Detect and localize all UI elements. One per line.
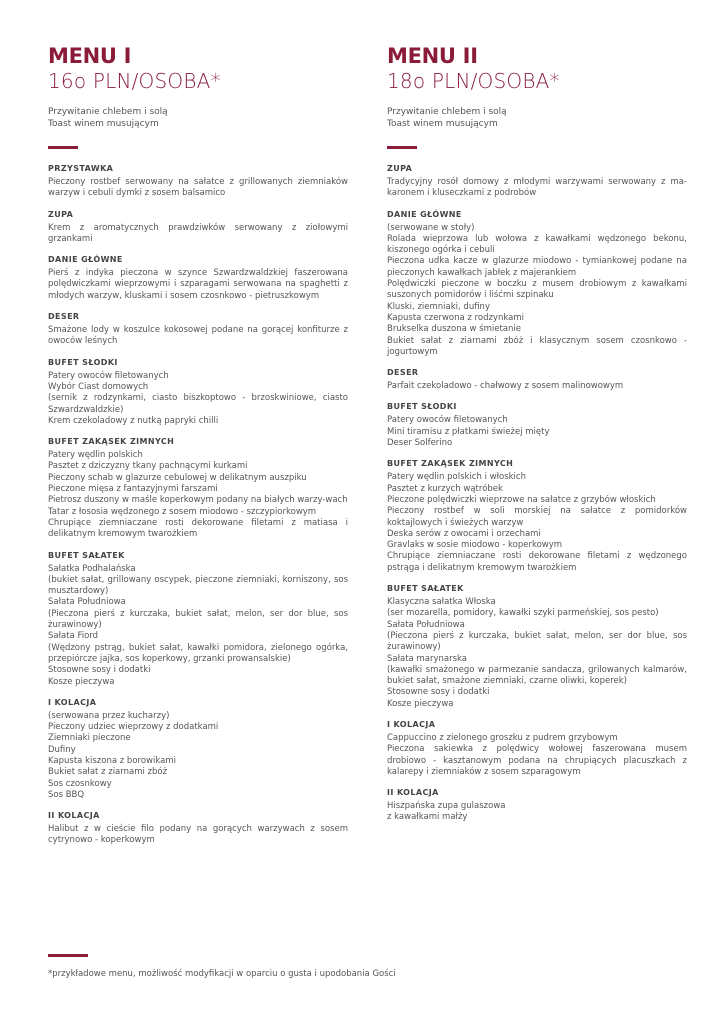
menu-item: Pieczona udka kacze w glazurze miodowo - tymiankowej podane na pieczonych kawałkach jabłek z majerankiem: [387, 256, 687, 278]
intro-line: Przywitanie chlebem i solą: [48, 107, 168, 117]
menu-section: [387, 458, 687, 574]
menu-item: Deska serów z owocami i orzechami: [387, 528, 541, 539]
menu-section: [48, 436, 348, 540]
menu-item: Patery wędlin polskich i włoskich: [387, 472, 526, 483]
menu-item: Kapusta kiszona z borowikami: [48, 755, 176, 766]
section-body: [48, 177, 348, 200]
menu-item: Krem z aromatycznych prawdziwków serwowany z ziołowymi grzankami: [48, 222, 348, 244]
menu-item: Kapusta czerwona z rodzynkami: [387, 312, 524, 323]
section-title: PRZYSTAWKA: [48, 164, 114, 173]
menu-item: (kawałki smażonego w parmezanie sandacza, grilowanych kalmarów, bukiet sałat, smażone ziemniaki, czarne oliwki, koperek): [387, 664, 687, 687]
menu-item: Tatar z łososia wędzonego z sosem miodowo - szczypiorkowym: [48, 506, 317, 517]
menu-item: Pieczone polędwiczki wieprzowe na sałatce z grzybów włoskich: [387, 494, 656, 505]
menu-item: Krem czekoladowy z nutką papryki chilli: [48, 415, 219, 426]
menu-item: Pasztet z dziczyzny tkany pachnącymi kurkami: [48, 461, 248, 472]
menu-item: Kluski, ziemniaki, dufiny: [387, 301, 490, 312]
menu-item: Cappuccino z zielonego groszku z pudrem grzybowym: [387, 732, 618, 743]
menu-item: Pieczony udziec wieprzowy z dodatkami: [48, 722, 219, 733]
section-title: II KOLACJA: [387, 788, 439, 798]
section-body: [387, 381, 687, 392]
section-body: [387, 223, 687, 359]
section-title: BUFET SŁODKI: [387, 402, 457, 412]
menu-section: [387, 719, 687, 778]
menu-section: [48, 209, 348, 246]
footer-divider: [48, 954, 88, 957]
menu-intro: [48, 106, 348, 130]
menu-item: Patery owoców filetowanych: [387, 415, 508, 426]
section-body: [48, 564, 348, 688]
section-title: BUFET SAŁATEK: [48, 550, 125, 560]
intro-line: Toast winem musującym: [387, 119, 498, 129]
menu-item: Ziemniaki pieczone: [48, 733, 131, 744]
menu-item: Kosze pieczywa: [48, 676, 115, 687]
menu-item: Stosowne sosy i dodatki: [387, 687, 490, 698]
section-title: DANIE GŁÓWNE: [48, 255, 123, 265]
menu-item: Tradycyjny rosół domowy z młodymi warzywami serwowany z ma-karonem i kluseczkami z podrobów: [387, 177, 687, 199]
section-body: [48, 268, 348, 302]
menu-item: Sałata Fiord: [48, 631, 99, 642]
menu-item: (Pieczona pierś z kurczaka, bukiet sałat, melon, ser dor blue, sos żurawinowy): [387, 630, 687, 653]
menu-item: Patery wędlin polskich: [48, 450, 143, 461]
menu-intro: [387, 106, 687, 130]
menu-item: Sałata Południowa: [48, 597, 126, 608]
section-title: ZUPA: [387, 164, 413, 173]
section-title: I KOLACJA: [387, 719, 436, 729]
menu-section: [387, 787, 687, 824]
menu-item: Sałatka Podhalańska: [48, 563, 136, 574]
menu-column-1: [48, 44, 348, 856]
section-divider: [387, 146, 417, 149]
section-title: DANIE GŁÓWNE: [387, 209, 462, 219]
section-title: I KOLACJA: [48, 697, 97, 707]
menu-item: Sos BBQ: [48, 789, 85, 800]
menu-item: Patery owoców filetowanych: [48, 370, 169, 381]
menu-item: Sos czosnkowy: [48, 778, 112, 789]
section-title: ZUPA: [48, 209, 74, 219]
menu-item: Klasyczna sałatka Włoska: [387, 597, 496, 608]
section-title: BUFET ZAKĄSEK ZIMNYCH: [48, 437, 175, 447]
menu-section: [48, 163, 348, 200]
section-body: [387, 472, 687, 574]
menu-item: (Pieczona pierś z kurczaka, bukiet sałat, melon, ser dor blue, sos żurawinowy): [48, 608, 348, 631]
menu-item: Pieczone mięsa z fantazyjnymi farszami: [48, 484, 218, 495]
menu-item: Pieczony rostbef serwowany na sałatce z grillowanych ziemniaków warzyw i cebuli dymki z sosem balsamico: [48, 177, 348, 199]
menu-item: Sałata Południowa: [387, 619, 465, 630]
section-body: [48, 824, 348, 847]
menu-item: (Wędzony pstrąg, bukiet sałat, kawałki pomidora, zielonego ogórka, przepiórcze jajka, sos koperkowy, grzanki prowansalskie): [48, 642, 348, 664]
menu-section: [387, 209, 687, 359]
section-body: [48, 371, 348, 427]
menu-item: (serwowana przez kucharzy): [48, 710, 170, 721]
menu-section: [48, 810, 348, 847]
menu-item: Gravlaks w sosie miodowo - koperkowym: [387, 540, 563, 551]
menu-item: Polędwiczki pieczone w boczku z musem drobiowym z kawałkami suszonych pomidorów i liśćmi szpinaku: [387, 279, 687, 301]
menu-item: Halibut z w cieście filo podany na gorących warzywach z sosem cytrynowo - koperkowym: [48, 824, 348, 846]
menu-section: [387, 401, 687, 449]
section-title: DESER: [387, 368, 419, 378]
menu-price: 18o PLN/OSOBA*: [387, 69, 560, 93]
intro-line: Przywitanie chlebem i solą: [387, 107, 507, 117]
section-body: [387, 177, 687, 200]
menu-section: [48, 254, 348, 302]
menu-item: Pasztet z kurzych wątróbek: [387, 483, 503, 494]
section-title: II KOLACJA: [48, 811, 100, 821]
menu-item: Pietrosz duszony w maśle koperkowym podany na białych warzy-wach: [48, 495, 348, 506]
menu-item: (serwowane w stoły): [387, 222, 475, 233]
menu-section: [48, 550, 348, 688]
menu-item: (ser mozarella, pomidory, kawałki szyki parmeńskiej, sos pesto): [387, 608, 659, 619]
menu-title: MENU I: [48, 44, 132, 68]
menu-section: [48, 357, 348, 427]
intro-line: Toast winem musującym: [48, 119, 159, 129]
section-body: [48, 450, 348, 540]
menu-item: Hiszpańska zupa gulaszowa: [387, 801, 506, 812]
section-body: [387, 597, 687, 710]
menu-column-2: [387, 44, 687, 833]
footnote: *przykładowe menu, możliwość modyfikacji w oparciu o gusta i upodobania Gości: [48, 969, 396, 979]
menu-item: Chrupiące ziemniaczane rosti dekorowane filetami z wędzonego pstrąga i delikatnym kremowym twarożkiem: [387, 551, 687, 573]
section-title: BUFET SŁODKI: [48, 357, 118, 367]
section-title: BUFET ZAKĄSEK ZIMNYCH: [387, 459, 514, 469]
menu-item: Rolada wieprzowa lub wołowa z kawałkami wędzonego bekonu, kiszonego ogórka i cebuli: [387, 233, 687, 256]
section-divider: [48, 146, 78, 149]
menu-item: (bukiet sałat, grillowany oscypek, pieczone ziemniaki, korniszony, sos musztardowy): [48, 574, 348, 597]
menu-item: Bukiet sałat z ziarnami zbóż: [48, 767, 168, 778]
menu-item: Brukselka duszona w śmietanie: [387, 324, 521, 335]
menu-item: Pierś z indyka pieczona w szynce Szwardzwaldzkiej faszerowana polędwiczkami wieprzowymi i szparagami serwowana na spaghetti z młodych warzyw, kluskami i sosem czosnkowo - pietruszkowym: [48, 268, 348, 301]
section-body: [48, 325, 348, 348]
menu-item: z kawałkami małży: [387, 812, 468, 823]
section-title: BUFET SAŁATEK: [387, 584, 464, 594]
menu-item: Bukiet sałat z ziarnami zbóż i klasycznym sosem czosnkowo - jogurtowym: [387, 335, 687, 357]
menu-item: Pieczona sakiewka z polędwicy wołowej faszerowana musem drobiowo - kasztanowym podana na chrupiących placuszkach z kalarepy i ziemniaków z sosem szparagowym: [387, 744, 687, 777]
menu-section: [387, 583, 687, 710]
menu-item: Mini tiramisu z płatkami świeżej mięty: [387, 426, 550, 437]
menu-price: 16o PLN/OSOBA*: [48, 69, 221, 93]
menu-title: MENU II: [387, 44, 478, 68]
menu-item: (sernik z rodzynkami, ciasto biszkoptowo - brzoskwiniowe, ciasto Szwardzwaldzkie): [48, 393, 348, 415]
section-body: [387, 415, 687, 449]
menu-item: Stosowne sosy i dodatki: [48, 665, 151, 676]
menu-item: Pieczony rostbef w soli morskiej na sałatce z pomidorków koktajlowych i świeżych warzyw: [387, 506, 687, 528]
menu-section: [387, 163, 687, 200]
menu-item: Chrupiące ziemniaczane rosti dekorowane filetami z matiasa i delikatnym kremowym twarożkiem: [48, 517, 348, 540]
menu-item: Parfait czekoladowo - chałwowy z sosem malinowowym: [387, 381, 624, 392]
menu-item: Pieczony schab w glazurze cebulowej w delikatnym auszpiku: [48, 472, 307, 483]
menu-section: [48, 311, 348, 348]
menu-item: Smażone lody w koszulce kokosowej podane na gorącej konfiturze z owoców leśnych: [48, 325, 348, 347]
menu-item: Wybór Ciast domowych: [48, 381, 149, 392]
menu-item: Dufiny: [48, 744, 76, 755]
section-body: [48, 223, 348, 246]
section-body: [387, 801, 687, 824]
section-body: [48, 711, 348, 801]
menu-item: Deser Solferino: [387, 438, 453, 449]
section-title: DESER: [48, 312, 80, 322]
menu-item: Kosze pieczywa: [387, 698, 454, 709]
menu-section: [48, 697, 348, 801]
menu-item: Sałata marynarska: [387, 653, 467, 664]
menu-section: [387, 367, 687, 392]
section-body: [387, 733, 687, 778]
